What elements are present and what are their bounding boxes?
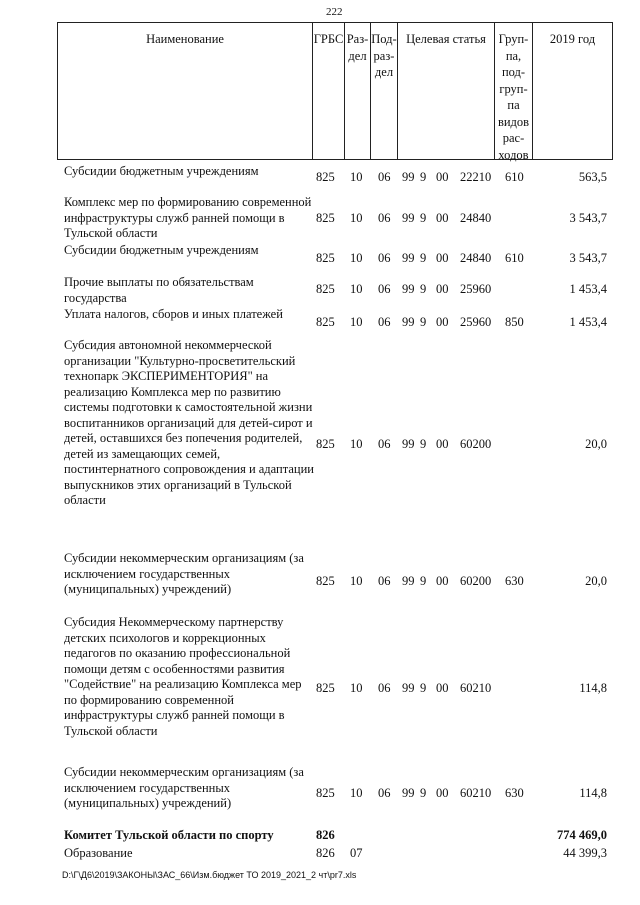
table-header bbox=[57, 22, 613, 160]
podrazdel-cell: 06 bbox=[378, 786, 391, 800]
grbs-cell: 825 bbox=[316, 315, 335, 329]
target-direction-cell: 00 bbox=[436, 282, 449, 296]
target-code-cell: 25960 bbox=[460, 315, 492, 329]
target-subprogram-cell: 9 bbox=[420, 315, 427, 329]
target-program-cell: 99 bbox=[402, 574, 415, 588]
razdel-cell: 10 bbox=[350, 315, 363, 329]
header-razdel: Раз- дел bbox=[344, 23, 370, 159]
podrazdel-cell: 06 bbox=[378, 681, 391, 695]
amount-cell: 114,8 bbox=[579, 786, 607, 800]
expense-type-cell: 610 bbox=[505, 251, 524, 265]
target-code-cell: 60200 bbox=[460, 574, 492, 588]
header-year: 2019 год bbox=[532, 23, 612, 159]
target-subprogram-cell: 9 bbox=[420, 282, 427, 296]
amount-cell: 3 543,7 bbox=[569, 211, 607, 225]
target-code-cell: 25960 bbox=[460, 282, 492, 296]
header-group: Груп- па, под- груп- па видов рас- ходов bbox=[494, 23, 532, 159]
amount-cell: 44 399,3 bbox=[563, 846, 607, 860]
razdel-cell: 10 bbox=[350, 437, 363, 451]
podrazdel-cell: 06 bbox=[378, 251, 391, 265]
razdel-cell: 10 bbox=[350, 282, 363, 296]
grbs-cell: 825 bbox=[316, 282, 335, 296]
row-name: Субсидии некоммерческим организациям (за исключением государственных (муниципальных) учреждений) bbox=[64, 765, 304, 810]
header-podrazdel: Под- раз- дел bbox=[370, 23, 397, 159]
row-name: Субсидии бюджетным учреждениям bbox=[64, 243, 259, 257]
header-target: Целевая статья bbox=[397, 23, 494, 159]
target-code-cell: 22210 bbox=[460, 170, 492, 184]
amount-cell: 3 543,7 bbox=[569, 251, 607, 265]
grbs-cell: 825 bbox=[316, 437, 335, 451]
amount-cell: 774 469,0 bbox=[557, 828, 607, 842]
amount-cell: 1 453,4 bbox=[569, 315, 607, 329]
target-code-cell: 60200 bbox=[460, 437, 492, 451]
podrazdel-cell: 06 bbox=[378, 170, 391, 184]
target-subprogram-cell: 9 bbox=[420, 251, 427, 265]
grbs-cell: 825 bbox=[316, 211, 335, 225]
target-direction-cell: 00 bbox=[436, 681, 449, 695]
podrazdel-cell: 06 bbox=[378, 437, 391, 451]
row-name: Комитет Тульской области по спорту bbox=[64, 828, 274, 842]
row-name: Комплекс мер по формированию современной инфраструктуры служб ранней помощи в Тульской области bbox=[64, 195, 312, 240]
target-subprogram-cell: 9 bbox=[420, 437, 427, 451]
target-code-cell: 24840 bbox=[460, 251, 492, 265]
razdel-cell: 07 bbox=[350, 846, 363, 860]
grbs-cell: 826 bbox=[316, 846, 335, 860]
amount-cell: 1 453,4 bbox=[569, 282, 607, 296]
target-direction-cell: 00 bbox=[436, 251, 449, 265]
target-subprogram-cell: 9 bbox=[420, 681, 427, 695]
target-program-cell: 99 bbox=[402, 211, 415, 225]
target-program-cell: 99 bbox=[402, 437, 415, 451]
expense-type-cell: 850 bbox=[505, 315, 524, 329]
razdel-cell: 10 bbox=[350, 211, 363, 225]
page-number: 222 bbox=[326, 6, 343, 18]
grbs-cell: 825 bbox=[316, 681, 335, 695]
target-program-cell: 99 bbox=[402, 786, 415, 800]
target-code-cell: 24840 bbox=[460, 211, 492, 225]
podrazdel-cell: 06 bbox=[378, 315, 391, 329]
target-subprogram-cell: 9 bbox=[420, 574, 427, 588]
row-name: Субсидии бюджетным учреждениям bbox=[64, 164, 259, 178]
target-direction-cell: 00 bbox=[436, 170, 449, 184]
podrazdel-cell: 06 bbox=[378, 211, 391, 225]
grbs-cell: 825 bbox=[316, 574, 335, 588]
target-code-cell: 60210 bbox=[460, 681, 492, 695]
target-program-cell: 99 bbox=[402, 251, 415, 265]
row-name: Образование bbox=[64, 846, 133, 860]
razdel-cell: 10 bbox=[350, 786, 363, 800]
file-path: D:\Г\Д6\2019\ЗАКОНЫ\ЗАС_66\Изм.бюджет ТО 2019_2021_2 чт\pr7.xls bbox=[62, 870, 357, 880]
target-direction-cell: 00 bbox=[436, 211, 449, 225]
expense-type-cell: 630 bbox=[505, 574, 524, 588]
target-program-cell: 99 bbox=[402, 681, 415, 695]
target-program-cell: 99 bbox=[402, 315, 415, 329]
amount-cell: 20,0 bbox=[585, 437, 607, 451]
row-name: Субсидии некоммерческим организациям (за исключением государственных (муниципальных) учреждений) bbox=[64, 551, 304, 596]
razdel-cell: 10 bbox=[350, 170, 363, 184]
target-subprogram-cell: 9 bbox=[420, 211, 427, 225]
expense-type-cell: 610 bbox=[505, 170, 524, 184]
grbs-cell: 825 bbox=[316, 251, 335, 265]
amount-cell: 563,5 bbox=[578, 170, 607, 184]
grbs-cell: 825 bbox=[316, 786, 335, 800]
podrazdel-cell: 06 bbox=[378, 574, 391, 588]
header-name: Наименование bbox=[146, 32, 224, 46]
target-direction-cell: 00 bbox=[436, 574, 449, 588]
target-subprogram-cell: 9 bbox=[420, 786, 427, 800]
expense-type-cell: 630 bbox=[505, 786, 524, 800]
target-direction-cell: 00 bbox=[436, 786, 449, 800]
podrazdel-cell: 06 bbox=[378, 282, 391, 296]
target-program-cell: 99 bbox=[402, 282, 415, 296]
row-name: Прочие выплаты по обязательствам государства bbox=[64, 275, 254, 305]
grbs-cell: 825 bbox=[316, 170, 335, 184]
razdel-cell: 10 bbox=[350, 681, 363, 695]
razdel-cell: 10 bbox=[350, 574, 363, 588]
grbs-cell: 826 bbox=[316, 828, 335, 842]
target-direction-cell: 00 bbox=[436, 437, 449, 451]
razdel-cell: 10 bbox=[350, 251, 363, 265]
target-code-cell: 60210 bbox=[460, 786, 492, 800]
header-grbs: ГРБС bbox=[312, 23, 344, 159]
target-subprogram-cell: 9 bbox=[420, 170, 427, 184]
target-direction-cell: 00 bbox=[436, 315, 449, 329]
amount-cell: 20,0 bbox=[585, 574, 607, 588]
row-name: Субсидия автономной некоммерческой организации "Культурно-просветительский технопарк ЭКСПЕРИМЕНТОРИЯ" на реализацию Комплекса мер по развитию системы подготовки к самостоятельной жизни воспитанников организаций для детей-сирот и детей, оставшихся без попечения родителей, детей из замещающих семей, постинтернатного сопровождения и адаптации выпускников этих организаций в Тульской области bbox=[64, 338, 314, 507]
row-name: Уплата налогов, сборов и иных платежей bbox=[64, 307, 283, 321]
target-program-cell: 99 bbox=[402, 170, 415, 184]
row-name: Субсидия Некоммерческому партнерству детских психологов и коррекционных педагогов по оказанию профессиональной помощи детям с особенностями развития "Содействие" на реализацию Комплекса мер по формированию современной инфраструктуры служб ранней помощи в Тульской области bbox=[64, 615, 302, 738]
amount-cell: 114,8 bbox=[579, 681, 607, 695]
